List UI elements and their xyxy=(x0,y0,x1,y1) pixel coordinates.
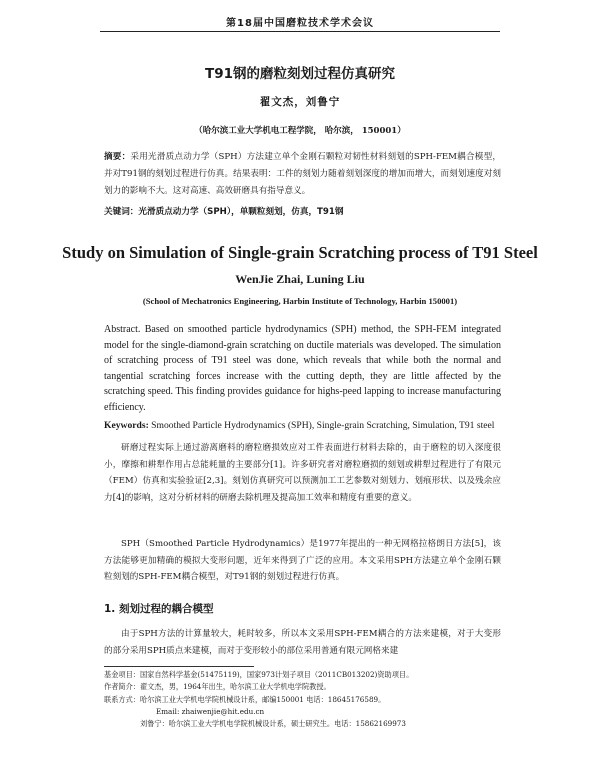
chinese-abstract-label: 摘要： xyxy=(104,152,131,162)
body-paragraph-3: 由于SPH方法的计算量较大，耗时较多，所以本文采用SPH-FEM耦合的方法来建模，对于大变形的部分采用SPH质点来建模，而对于变形较小的部位采用普通有限元网格来建 xyxy=(104,629,501,656)
footnotes xyxy=(104,669,504,730)
chinese-abstract-text: 采用光滑质点动力学（SPH）方法建立单个金刚石颗粒对韧性材料刻划的SPH-FEM耦合模型，并对T91钢的刻划过程进行仿真。结果表明：工件的刻划力随着刻划深度的增加而增大，而刻划速度对刻划力的影响不大。这对高速、高效研磨具有指导意义。 xyxy=(104,152,501,196)
chinese-keywords-label: 关键词： xyxy=(104,207,139,217)
english-title: Study on Simulation of Single-grain Scratching process of T91 Steel xyxy=(62,243,538,262)
footnote-email: Email: zhaiwenjie@hit.edu.cn xyxy=(156,706,265,716)
chinese-title: T91钢的磨粒刻划过程仿真研究 xyxy=(205,66,395,82)
chinese-keywords xyxy=(104,204,501,221)
section-heading-1: 1. 刻划过程的耦合模型 xyxy=(104,603,214,615)
english-abstract: Abstract. Based on smoothed particle hydrodynamics (SPH) method, the SPH-FEM integrated model for the single-diamond-grain scratching on ductile materials was developed. The simulation of scratching process of T91 steel was done, which reveals that while both the normal and tangential scratching forces increase with the cutting depth, they are little affected by the scratching speed. This finding provides guidance for highs-peed lapping to increase manufacturing efficiency. xyxy=(104,324,501,413)
footnote-second-author: 刘鲁宁：哈尔滨工业大学机电学院机械设计系，硕士研究生。电话：15862169973 xyxy=(140,719,406,729)
footnote-rule xyxy=(104,666,254,667)
english-affiliation: (School of Mechatronics Engineering, Harbin Institute of Technology, Harbin 150001) xyxy=(142,296,458,306)
chinese-keywords-text: 光滑质点动力学（SPH），单颗粒刻划，仿真，T91钢 xyxy=(138,207,344,217)
footnote-fund: 基金项目：国家自然科学基金(51475119)，国家973计划子项目（2011CB013202)资助项目。 xyxy=(104,670,414,679)
footnote-contact: 联系方式：哈尔滨工业大学机电学院机械设计系，邮编150001 电话：18645176589。 xyxy=(104,694,386,704)
english-keywords-label: Keywords: xyxy=(104,420,149,431)
chinese-abstract xyxy=(104,149,501,200)
english-authors: WenJie Zhai, Luning Liu xyxy=(235,272,365,286)
chinese-affiliation: （哈尔滨工业大学机电工程学院， 哈尔滨， 150001） xyxy=(194,126,406,136)
footnote-author: 作者简介：翟文杰，男，1964年出生，哈尔滨工业大学机电学院教授。 xyxy=(104,682,331,692)
chinese-authors: 翟文杰，刘鲁宁 xyxy=(259,96,341,108)
conference-header: 第18届中国磨粒技术学术会议 xyxy=(226,18,374,29)
english-keywords-text: Smoothed Particle Hydrodynamics (SPH), Single-grain Scratching, Simulation, T91 steel xyxy=(151,420,495,431)
body-paragraph-1: 研磨过程实际上通过游离磨料的磨粒磨损效应对工件表面进行材料去除的，由于磨粒的切入深度很小，摩擦和耕犁作用占总能耗量的主要部分[1]。许多研究者对磨粒磨损的刻划或耕犁过程进行了有限元（FEM）仿真和实验验证[2,3]。刻划仿真研究可以预测加工工艺参数对刻划力、划痕形状、以及残余应力[4]的影响，这对分析材料的研磨去除机理及提高加工效率和精度有重要的意义。 xyxy=(104,443,501,503)
english-keywords xyxy=(104,418,501,433)
body-paragraph-2: SPH（Smoothed Particle Hydrodynamics）是1977年提出的一种无网格拉格朗日方法[5]，该方法能够更加精确的模拟大变形问题，近年来得到了广泛的应用。本文采用SPH方法建立单个金刚石颗粒刻划的SPH-FEM耦合模型，对T91钢的刻划过程进行仿真。 xyxy=(104,539,501,582)
header-rule xyxy=(100,31,500,32)
